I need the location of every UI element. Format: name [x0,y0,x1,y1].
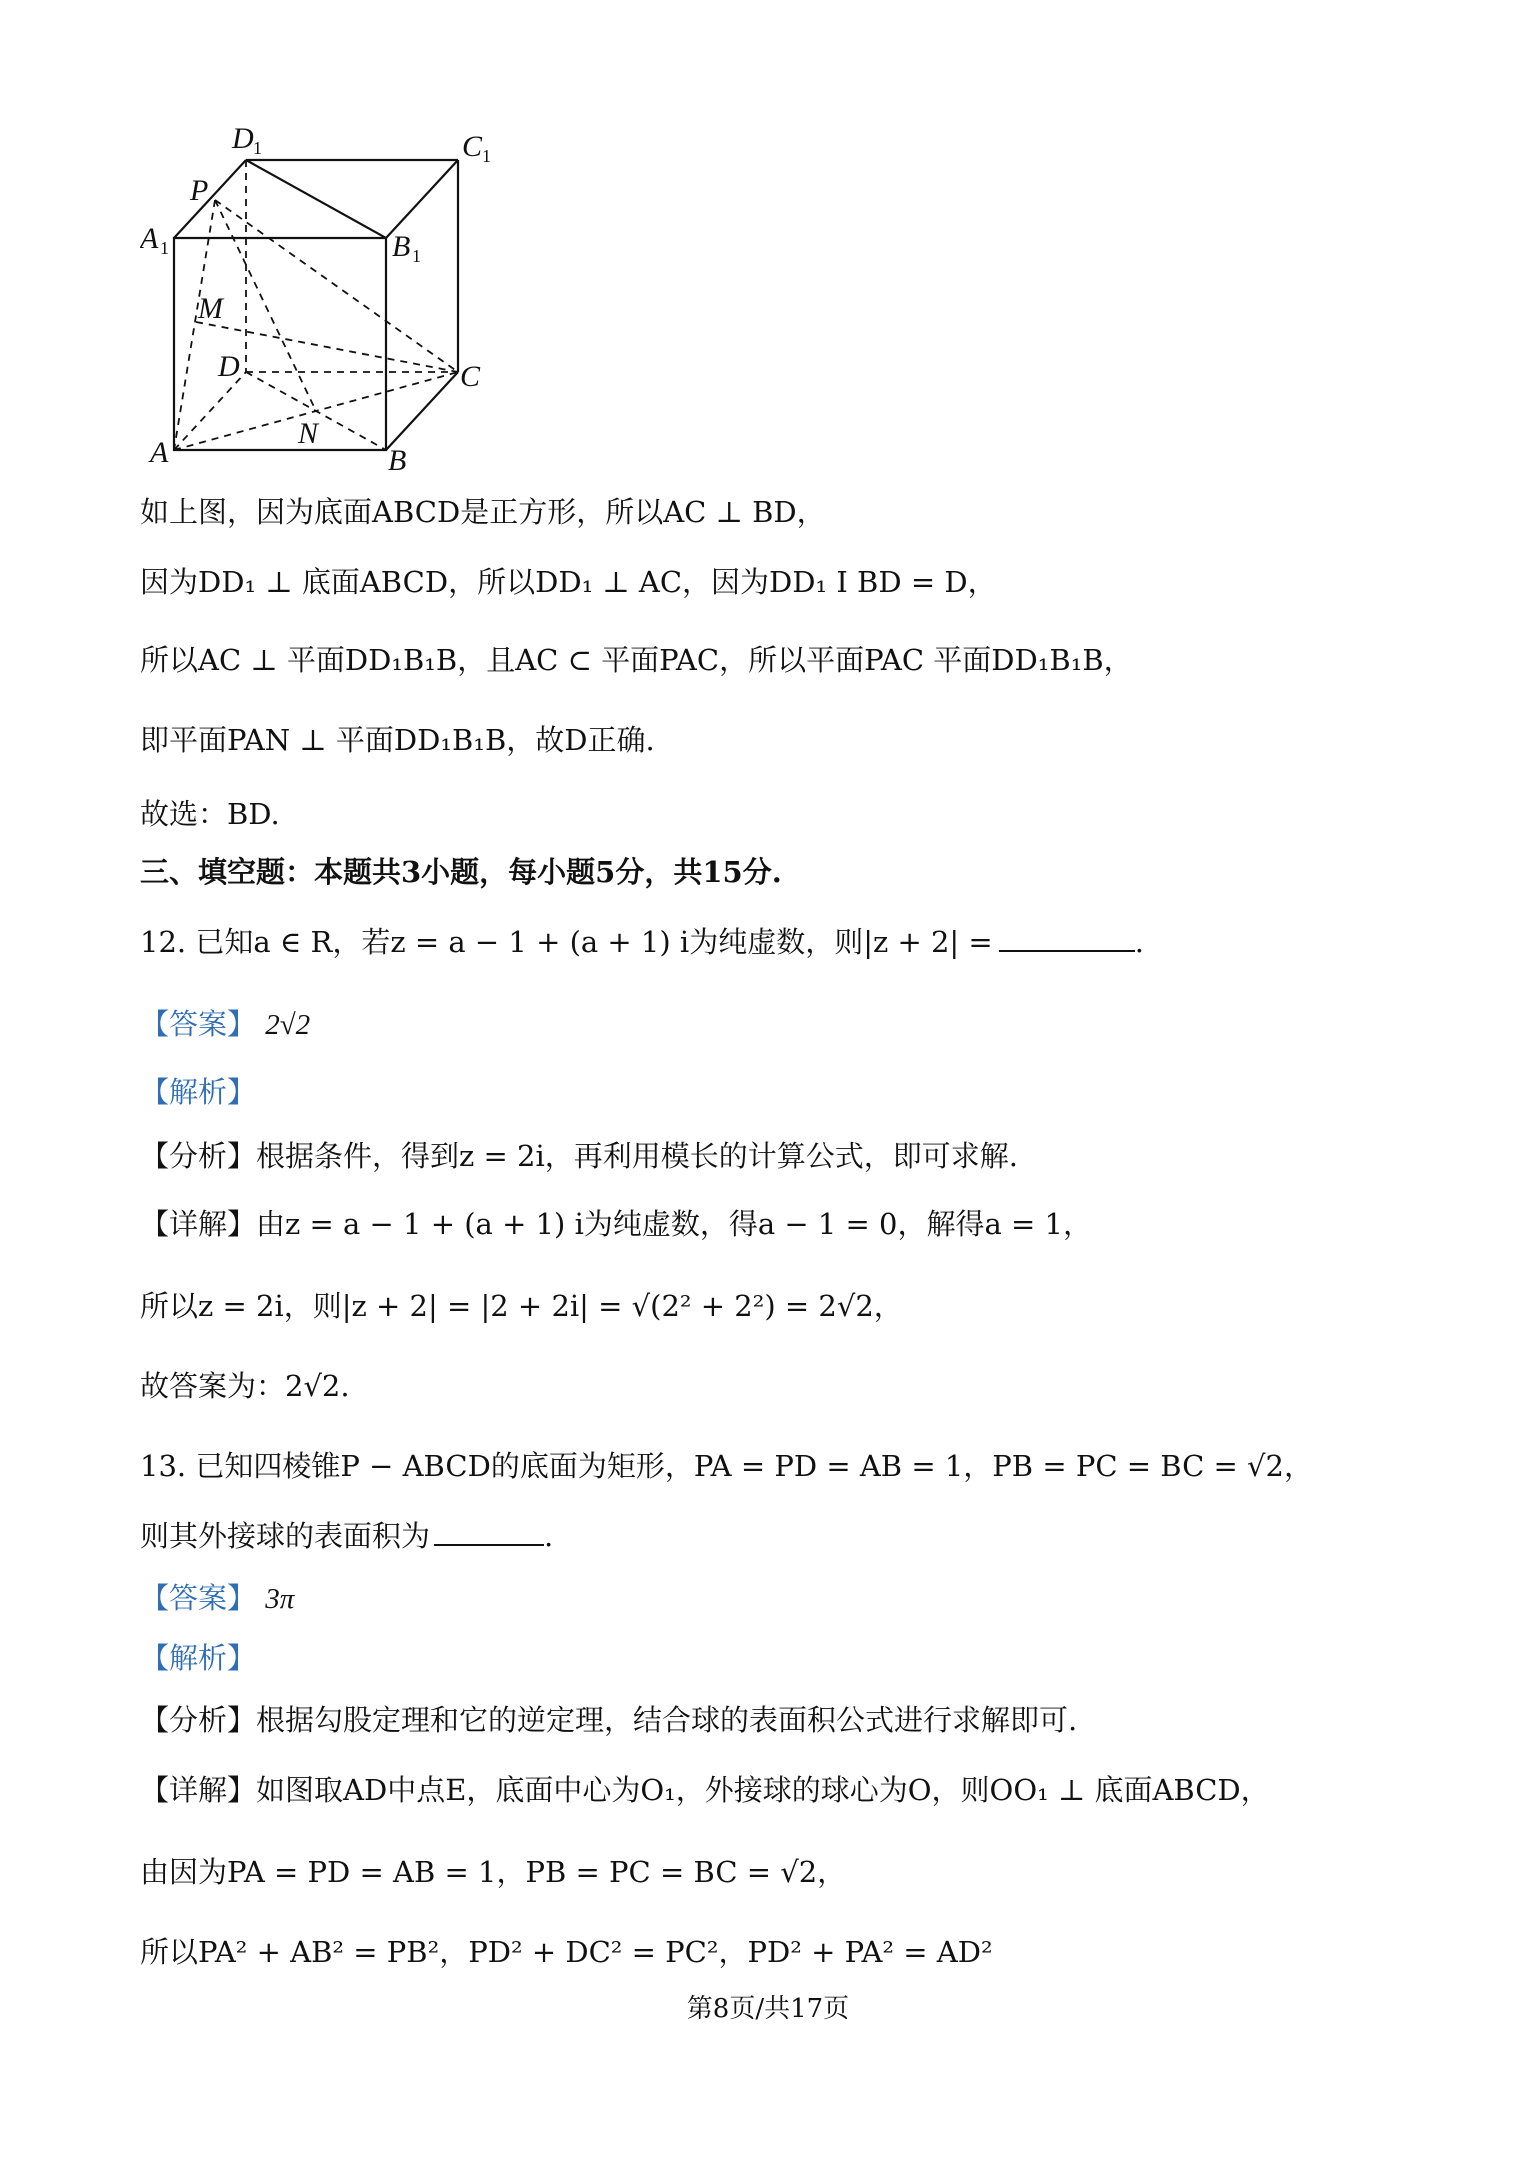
edge-d1-b1 [246,160,386,238]
q13-question2 [140,1516,553,1556]
q12-xiangjie-text: 由z = a − 1 + (a + 1) i为纯虚数，得a − 1 = 0，解得a = 1， [256,1207,1092,1241]
label-a1: A [140,222,159,255]
page-footer: 第8页/共17页 [686,1994,850,2024]
q12-fenxi-text: 根据条件，得到z = 2i，再利用模长的计算公式，即可求解. [256,1139,1018,1173]
label-m: M [198,292,223,325]
q13-answer: 3π [265,1583,295,1615]
label-n: N [298,417,319,450]
q13-xiangjie-text: 如图取AD中点E，底面中心为O₁，外接球的球心为O，则OO₁ ⊥ 底面ABCD， [256,1773,1270,1807]
q13-fenxi [140,1700,1077,1740]
q12-analysis-tag: 【解析】 [140,1075,257,1109]
edge-b-c [386,372,458,450]
proof-line-4: 即平面PAN ⊥ 平面DD₁B₁B，故D正确. [140,723,655,757]
q12-question [140,922,1144,962]
proof-line-3: 所以AC ⊥ 平面DD₁B₁B，且AC ⊂ 平面PAC，所以平面PAC 平面DD₁B₁B， [140,643,1133,677]
q12-answer-tag: 【答案】 [140,1007,257,1041]
proof-line-2: 因为DD₁ ⊥ 底面ABCD，所以DD₁ ⊥ AC，因为DD₁ I BD = D， [140,565,997,599]
q13-line2: 由因为PA = PD = AB = 1，PB = PC = BC = √2， [140,1855,847,1889]
label-b1-sub: 1 [412,246,421,266]
label-d1: D [232,122,254,155]
q13-xiangjie [140,1770,1270,1810]
section-heading: 三、填空题：本题共3小题，每小题5分，共15分. [140,855,782,889]
label-b: B [388,444,407,477]
q12-xiangjie-tag: 【详解】 [140,1207,257,1241]
q12-blank [999,926,1135,952]
q12-line2: 所以z = 2i，则|z + 2| = |2 + 2i| = √(2² + 2²) = 2√2， [140,1289,903,1323]
q13-xiangjie-tag: 【详解】 [140,1773,257,1807]
proof-line-1: 如上图，因为底面ABCD是正方形，所以AC ⊥ BD， [140,495,826,529]
q12-end: . [1134,925,1144,959]
label-c: C [460,360,481,393]
choice-answer: 故选：BD. [140,797,280,831]
q13-blank [434,1520,544,1546]
q13-line3: 所以PA² + AB² = PB²，PD² + DC² = PC²，PD² + PA² = AD² [140,1935,993,1969]
q12-fenxi [140,1136,1018,1176]
q13-fenxi-text: 根据勾股定理和它的逆定理，结合球的表面积公式进行求解即可. [256,1703,1078,1737]
cube-figure [140,118,500,478]
q13-answer-tag: 【答案】 [140,1581,257,1615]
edge-b1-c1 [386,160,458,238]
q13-answer-line [140,1578,294,1619]
label-a: A [150,436,169,469]
q12-xiangjie [140,1204,1092,1244]
label-d1-sub: 1 [253,138,262,158]
q13-question: 13. 已知四棱锥P − ABCD的底面为矩形，PA = PD = AB = 1，PB = PC = BC = √2， [140,1449,1313,1483]
label-c1: C [462,130,483,163]
label-a1-sub: 1 [160,238,169,258]
q12-final: 故答案为：2√2. [140,1369,350,1403]
label-d: D [218,350,240,383]
label-b1: B [392,230,411,263]
q13-end: . [544,1519,554,1553]
label-p: P [190,174,209,207]
q13-fenxi-tag: 【分析】 [140,1703,257,1737]
q12-answer: 2√2 [265,1009,311,1041]
edge-p-c [215,200,458,372]
q13-analysis-tag: 【解析】 [140,1641,257,1675]
label-c1-sub: 1 [482,146,491,166]
q12-fenxi-tag: 【分析】 [140,1139,257,1173]
q12-answer-line [140,1004,310,1045]
q13-question2-text: 则其外接球的表面积为 [140,1519,431,1553]
q12-question-text: 12. 已知a ∈ R，若z = a − 1 + (a + 1) i为纯虚数，则|z + 2| = [140,925,993,959]
cube-front-face [174,238,386,450]
